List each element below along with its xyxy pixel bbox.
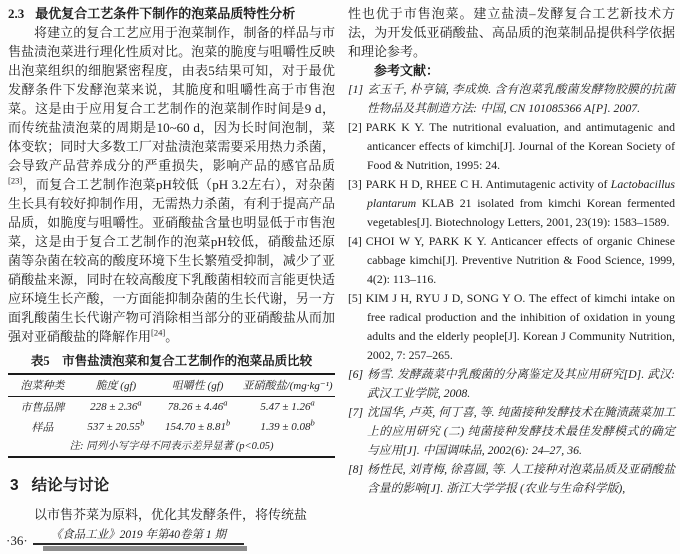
sig-letter: a: [310, 397, 315, 408]
citation-23: [23]: [8, 175, 23, 186]
col-header-nitrite: 亚硝酸盐/(mg·kg⁻¹): [240, 374, 335, 397]
reference-text: PARK K Y. The nutritional evaluation, and antimutagenic and anticancer effects of kimchi[J]. Journal of the Korean Society of Food & Nutrition, 1995: 24.: [365, 120, 675, 172]
table-5: [8, 373, 335, 458]
table-row: [8, 397, 335, 418]
cell-nitrite: [240, 417, 335, 437]
reference-label: [4]: [348, 234, 362, 248]
reference-label: [8]: [348, 462, 364, 476]
reference-1: [348, 80, 675, 118]
conclusion-continued-paragraph: 性也优于市售泡菜。建立盐渍–发酵复合工艺新技术方法，为开发低亚硝酸盐、高品质的泡菜制品提供科学依据和理论参考。: [348, 6, 675, 59]
sig-letter: b: [226, 417, 231, 428]
section-3-heading: [10, 473, 335, 495]
section-3-paragraph: 以市售芥菜为原料，优化其发酵条件，将传统盐: [34, 507, 308, 522]
journal-line: [33, 526, 244, 551]
reference-label: [7]: [348, 405, 364, 419]
cell-value: 5.47 ± 1.26: [260, 401, 311, 413]
reference-2: [348, 118, 675, 175]
paragraph-text: 。: [165, 329, 179, 344]
reference-label: [6]: [348, 367, 364, 381]
reference-label: [3]: [348, 177, 362, 191]
journal-citation: 《食品工业》2019 年第40卷第 1 期: [33, 526, 244, 545]
sig-letter: a: [223, 397, 228, 408]
table-row: [8, 417, 335, 437]
cell-chewiness: [155, 397, 240, 418]
section-title: 结论与讨论: [31, 477, 110, 494]
footer-rule-bar: [43, 546, 247, 551]
paragraph-text: ，而复合工艺制作泡菜pH较低（pH 3.2左右），对杂菌生长具有较好抑制作用，无需热力杀菌，有利于提高产品品质，如脆度与咀嚼性。亚硝酸盐含量也明显低于市售泡菜，这是由于复合工艺制作的泡菜pH较低，硝酸盐还原菌等杂菌在较高的酸度环境下生长繁殖受抑制，减少了亚硝酸盐来源，同时在较高酸度下乳酸菌相较而言能更快适应环境生长产酸，一方面能抑制杂菌的生长代谢，另一方面乳酸菌生长代谢产物可消除相当部分的亚硝酸盐从而加强对亚硝酸盐的降解作用: [8, 177, 335, 344]
reference-text: CHOI W Y, PARK K Y. Anticancer effects of organic Chinese cabbage kimchi[J]. Preventive Nutrition & Food Science, 1999, 4(2): 113–116.: [365, 234, 675, 286]
references-heading: 参考文献：: [374, 63, 440, 78]
col-header-chewiness: 咀嚼性 (gf): [155, 374, 240, 397]
cell-chewiness: [155, 417, 240, 437]
section-number: 2.3: [8, 6, 25, 21]
row-name: 市售品牌: [20, 402, 65, 414]
reference-4: [348, 232, 675, 289]
reference-6: [348, 365, 675, 403]
reference-text: 杨性民, 刘青梅, 徐喜圆, 等. 人工接种对泡菜品质及亚硝酸盐含量的影响[J]. 浙江大学学报 (农业与生命科学版),: [367, 462, 675, 495]
left-column: [8, 4, 335, 554]
species-name: Lactobacillus plantarum: [367, 177, 675, 210]
col-header-crispness: 脆度 (gf): [77, 374, 155, 397]
sig-letter: b: [140, 417, 145, 428]
section-title: 最优复合工艺条件下制作的泡菜品质特性分析: [35, 6, 296, 21]
reference-label: [2]: [348, 120, 362, 134]
table-note-row: [8, 437, 335, 457]
reference-7: [348, 403, 675, 460]
cell-value: 78.26 ± 4.46: [167, 401, 224, 413]
cell-crispness: [77, 417, 155, 437]
reference-text: 玄玉千, 朴亨镐, 李成焕. 含有泡菜乳酸菌发酵物胶膜的抗菌性物品及其制造方法: 中国, CN 101085366 A[P]. 2007.: [367, 82, 675, 115]
reference-text: KIM J H, RYU J D, SONG Y O. The effect of kimchi intake on free radical production and the inhibition of oxidation in young adults and the elderly people[J]. Korean J Community Nutrition, 2002, 7: 257–265.: [365, 291, 675, 362]
reference-5: [348, 289, 675, 365]
reference-text: 杨雪. 发酵蔬菜中乳酸菌的分离鉴定及其应用研究[D]. 武汉: 武汉工业学院, 2008.: [367, 367, 675, 400]
reference-text: KLAB 21 isolated from kimchi Korean fermented vegetables[J]. Biotechnology Letters, 2001, 23(19): 1583–1589.: [367, 196, 675, 229]
page-number: ·36·: [6, 533, 28, 548]
reference-label: [1]: [348, 82, 364, 96]
sig-letter: a: [137, 397, 142, 408]
citation-24: [24]: [151, 327, 166, 338]
page-footer: [6, 526, 244, 551]
cell-crispness: [77, 397, 155, 418]
cell-value: 154.70 ± 8.81: [164, 421, 227, 433]
reference-3: [348, 175, 675, 232]
section-2-3-heading: [8, 4, 335, 23]
cell-value: 228 ± 2.36: [90, 401, 138, 413]
reference-text: PARK H D, RHEE C H. Antimutagenic activity of: [365, 177, 611, 191]
sig-letter: b: [310, 417, 315, 428]
right-column: [348, 4, 675, 554]
table-note: 注: 同列小写字母不同表示差异显著 (p<0.05): [69, 441, 274, 452]
col-header-type: 泡菜种类: [8, 374, 77, 397]
cell-nitrite: [240, 397, 335, 418]
row-name: 样品: [31, 422, 54, 434]
reference-text: 沈国华, 卢英, 何丁喜, 等. 纯菌接种发酵技术在腌渍蔬菜加工上的应用研究 (二) 纯菌接种发酵技术最佳发酵模式的确定与应用[J]. 中国调味品, 2002(6): 24–27, 36.: [367, 405, 675, 457]
cell-value: 1.39 ± 0.08: [260, 421, 311, 433]
reference-8: [348, 460, 675, 498]
section-2-3-paragraph: [8, 23, 335, 346]
table-5-title: 表5 市售盐渍泡菜和复合工艺制作的泡菜品质比较: [30, 354, 313, 368]
section-number: 3: [10, 477, 19, 494]
paragraph-text: 将建立的复合工艺应用于泡菜制作，制备的样品与市售盐渍泡菜进行理化性质对比。泡菜的脆度与咀嚼性反映出泡菜组织的细胞紧密程度，由表5结果可知，对于最优发酵条件下发酵泡菜来说，其脆度和咀嚼性高于市售泡菜。这是由于应用复合工艺制作的泡菜制作时间是9 d，而传统盐渍泡菜的周期是10~60 d，因为长时间泡制，菜体变软；同时大多数工厂对盐渍泡菜需要采用热力杀菌，会导致产品营养成分的严重损失，影响产品的感官品质: [8, 25, 335, 173]
table-header-row: [8, 374, 335, 397]
reference-label: [5]: [348, 291, 362, 305]
cell-value: 537 ± 20.55: [87, 421, 141, 433]
